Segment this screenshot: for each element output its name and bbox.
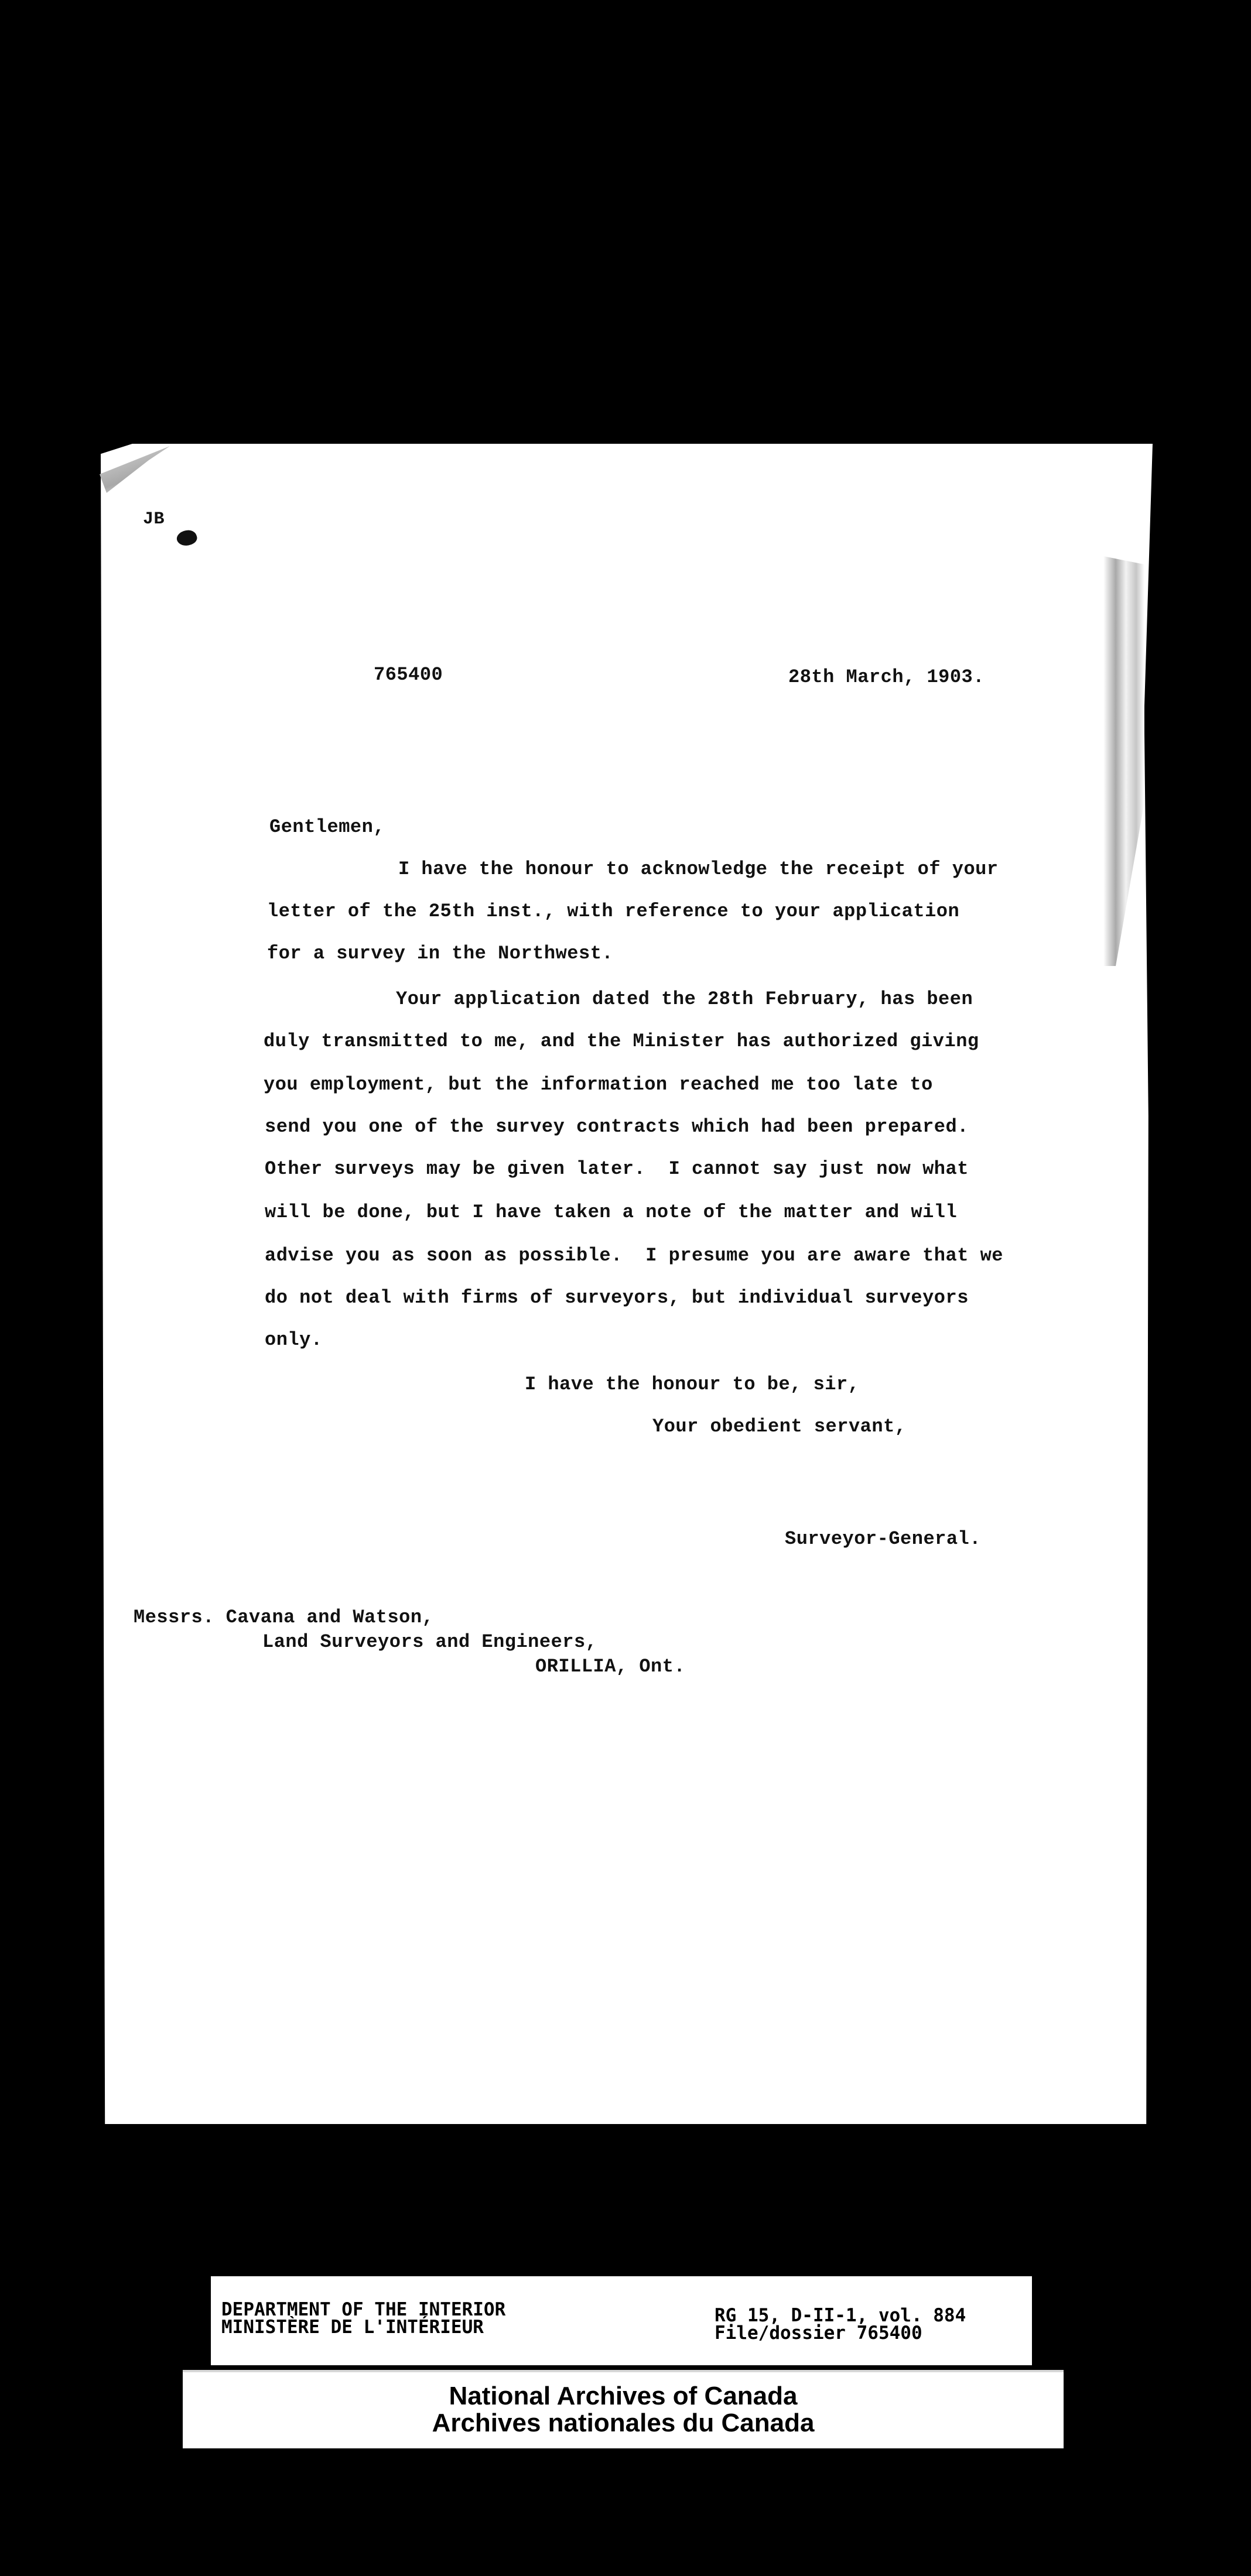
letter-date: 28th March, 1903. [788, 666, 985, 688]
body-line: advise you as soon as possible. I presume you are aware that we [265, 1245, 1003, 1266]
archives-name-english: National Archives of Canada [449, 2382, 798, 2410]
body-line: duly transmitted to me, and the Minister has authorized giving [264, 1030, 979, 1052]
body-line: do not deal with firms of surveyors, but individual surveyors [265, 1287, 969, 1308]
archives-banner [183, 2370, 1064, 2448]
department-name-english: DEPARTMENT OF THE INTERIOR [221, 2299, 506, 2320]
closing-line: Your obedient servant, [652, 1416, 907, 1437]
body-line: letter of the 25th inst., with reference to your application [267, 900, 960, 922]
body-line: only. [265, 1329, 323, 1351]
letter-page [101, 444, 1153, 2124]
archive-reference: RG 15, D-II-1, vol. 884 [715, 2305, 966, 2326]
body-line: Your application dated the 28th February, has been [396, 988, 973, 1010]
signature-title: Surveyor-General. [785, 1528, 981, 1550]
address-line: ORILLIA, Ont. [535, 1656, 686, 1677]
body-line: Other surveys may be given later. I cannot say just now what [265, 1158, 969, 1180]
body-line: for a survey in the Northwest. [267, 943, 614, 964]
salutation: Gentlemen, [269, 816, 385, 838]
body-line: will be done, but I have taken a note of the matter and will [265, 1201, 958, 1223]
file-number: 765400 [374, 664, 443, 686]
department-name-french: MINISTÈRE DE L'INTÉRIEUR [221, 2317, 484, 2338]
archive-file-number: File/dossier 765400 [715, 2322, 922, 2344]
archive-reference-stamp [208, 2274, 1034, 2368]
address-line: Land Surveyors and Engineers, [262, 1631, 597, 1653]
closing-line: I have the honour to be, sir, [525, 1373, 860, 1395]
body-line: I have the honour to acknowledge the receipt of your [398, 858, 999, 880]
typist-initials: JB [143, 509, 165, 529]
body-line: you employment, but the information reached me too late to [264, 1074, 933, 1095]
body-line: send you one of the survey contracts which had been prepared. [265, 1116, 969, 1138]
archives-name-french: Archives nationales du Canada [432, 2409, 815, 2437]
address-line: Messrs. Cavana and Watson, [134, 1606, 434, 1628]
